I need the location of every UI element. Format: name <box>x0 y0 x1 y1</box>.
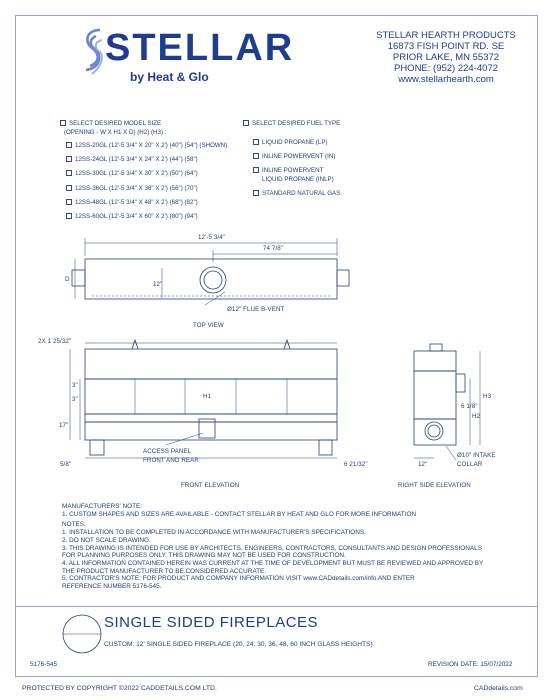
fuel-option-inlp[interactable]: INLINE POWERVENT <box>253 167 323 174</box>
note-line: FOR PLANNING PURPOSES ONLY. THIS DRAWING MAY NOT BE USED FOR CONSTRUCTION. <box>62 552 346 560</box>
company-address1: 16873 FISH POINT RD. SE <box>387 41 505 52</box>
access-panel-label: ACCESS PANEL <box>143 448 192 455</box>
top-view-drawing <box>72 238 349 305</box>
revision-date: REVISION DATE: 15/07/2022 <box>428 661 513 668</box>
note-line: REFERENCE NUMBER 5176-545. <box>62 583 162 591</box>
side-elevation-caption: RIGHT SIDE ELEVATION <box>398 482 471 489</box>
front-left-dim: 5/8" <box>60 461 72 468</box>
model-option-24[interactable]: 12SS-24GL (12'-5 3/4" X 24" X 2') (44") (58") <box>66 156 198 163</box>
side-elevation-drawing <box>414 344 480 460</box>
top-view-center-label: 74 7/8" <box>263 245 284 252</box>
front-elevation-caption: FRONT ELEVATION <box>181 482 240 489</box>
intake-label: Ø10" INTAKE <box>457 452 496 459</box>
access-panel-label-2: FRONT AND REAR <box>143 457 199 464</box>
model-option-48[interactable]: 12SS-48GL (12'-5 3/4" X 48" X 2') (68") (82") <box>66 199 198 206</box>
notes-section <box>62 503 517 591</box>
company-address2: PRIOR LAKE, MN 55372 <box>392 52 500 63</box>
model-option-30[interactable]: 12SS-30GL (12'-5 3/4" X 30" X 2') (50") (64") <box>66 170 198 177</box>
top-view-width-label: 12'-5 3/4" <box>198 234 226 241</box>
note-line: 5. CONTRACTOR'S NOTE: FOR PRODUCT AND COMPANY INFORMATION VISIT www.CADdetails.com/info AND ENTER <box>62 575 415 583</box>
footer <box>0 677 550 700</box>
flue-label: Ø12" FLUE B-VENT <box>227 306 285 313</box>
note-line: 4. ALL INFORMATION CONTAINED HEREIN WAS CURRENT AT THE TIME OF DEVELOPMENT BUT MUST BE REVIEWED AND APPROVED BY <box>62 559 484 567</box>
model-option-60[interactable]: 12SS-60GL (12'-5 3/4" X 60" X 2') (80") (94") <box>66 213 198 220</box>
front-dim-a: 3" <box>72 382 78 389</box>
notes-heading: NOTES: <box>62 521 86 529</box>
caddetails-link[interactable]: CADdetails.com <box>474 685 523 692</box>
top-view-depth-label: D <box>65 276 70 283</box>
manufacturers-note-heading: MANUFACTURERS' NOTE: <box>62 503 143 510</box>
manufacturers-note-line: 1. CUSTOM SHAPES AND SIZES ARE AVAILABLE - CONTACT STELLAR BY HEAT AND GLO FOR MORE INFORMATION <box>62 510 417 518</box>
model-option-20[interactable]: 12SS-20GL (12'-5 3/4" X 20" X 2') (40") (54") (SHOWN) <box>66 142 227 149</box>
model-option-36[interactable]: 12SS-36GL (12'-5 3/4" X 36" X 2') (56") (70") <box>66 185 198 192</box>
fuel-type-heading[interactable]: SELECT DESIRED FUEL TYPE <box>243 120 340 127</box>
intake-label-2: COLLAR <box>457 461 483 468</box>
side-dim-618: 6 1/8" <box>461 403 478 410</box>
company-website[interactable]: www.stellarhearth.com <box>398 74 494 85</box>
fuel-option-ng[interactable]: STANDARD NATURAL GAS <box>253 190 340 197</box>
note-line: THE PRODUCT MANUFACTURER TO BE CONSIDERED ACCURATE. <box>62 567 267 575</box>
front-dim-b: 3" <box>72 396 78 403</box>
brand-name: STELLAR <box>105 27 295 69</box>
side-bottom-dim: 12" <box>418 461 428 468</box>
front-h1-label: H1 <box>203 393 212 400</box>
brand-tagline: by Heat & Glo <box>130 70 209 84</box>
front-right-dim: 6 21/32" <box>344 461 368 468</box>
note-line: 3. THIS DRAWING IS INTENDED FOR USE BY ARCHITECTS, ENGINEERS, CONTRACTORS, CONSULTANTS AND DESIGN PROFESSIONALS <box>62 544 482 552</box>
copyright-text: PROTECTED BY COPYRIGHT ©2022 CADDETAILS.COM LTD. <box>22 685 217 692</box>
model-size-subheading: (OPENING - W X H1 X D) (H2) (H3) : <box>64 129 167 136</box>
reference-number: 5176-545 <box>30 661 58 668</box>
note-line: 2. DO NOT SCALE DRAWING. <box>62 536 151 544</box>
fuel-option-inlp-line2: LIQUID PROPANE (INLP) <box>262 176 334 183</box>
front-top-dim: 2X 1 25/32" <box>38 338 72 345</box>
company-name: STELLAR HEARTH PRODUCTS <box>376 30 516 41</box>
top-view-caption: TOP VIEW <box>193 322 224 329</box>
fuel-option-lp[interactable]: LIQUID PROPANE (LP) <box>253 139 328 146</box>
company-phone: PHONE: (952) 224-4072 <box>393 63 499 74</box>
fuel-option-in[interactable]: INLINE POWERVENT (IN) <box>253 153 335 160</box>
model-size-heading[interactable]: SELECT DESIRED MODEL SIZE <box>60 120 161 127</box>
top-view-flue-offset: 12" <box>153 281 163 288</box>
front-dim-c: 17" <box>59 422 69 429</box>
side-h3-label: H3 <box>483 393 492 400</box>
sheet-subtitle: CUSTOM: 12' SINGLE SIDED FIREPLACE (20, 24, 30, 36, 48, 60 INCH GLASS HEIGHTS) <box>104 641 373 648</box>
side-h2-label: H2 <box>472 413 481 420</box>
note-line: 1. INSTALLATION TO BE COMPLETED IN ACCORDANCE WITH MANUFACTURER'S SPECIFICATIONS. <box>62 529 366 537</box>
sheet-title: SINGLE SIDED FIREPLACES <box>104 614 319 631</box>
title-circle-icon <box>60 612 104 656</box>
